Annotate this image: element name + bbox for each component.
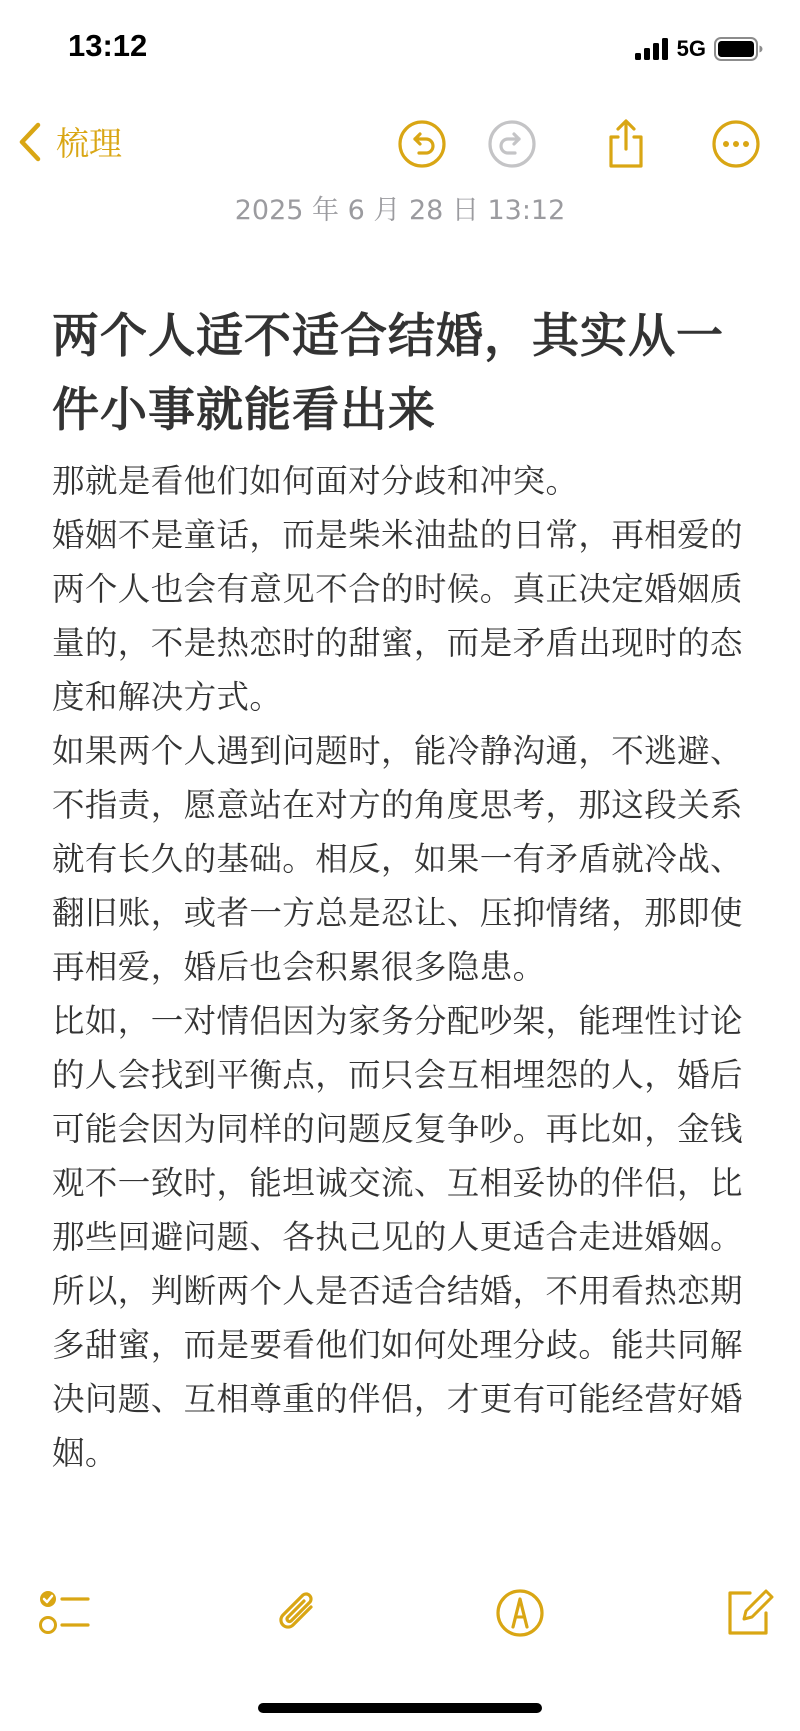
undo-icon[interactable] [396,118,448,170]
status-right [635,36,764,62]
redo-icon[interactable] [486,118,538,170]
share-icon[interactable] [600,118,652,170]
chevron-left-icon [18,122,42,162]
note-paragraph: 比如，一对情侣因为家务分配吵架，能理性讨论的人会找到平衡点，而只会互相埋怨的人，婚后可能会因为同样的问题反复争吵。再比如，金钱观不一致时，能坦诚交流、互相妥协的伴侣，比那些回避问题、各执己见的人更适合走进婚姻。 [52,1002,743,1256]
note-paragraph: 如果两个人遇到问题时，能冷静沟通，不逃避、不指责，愿意站在对方的角度思考，那这段关系就有长久的基础。相反，如果一有矛盾就冷战、翻旧账，或者一方总是忍让、压抑情绪，那即使再相爱，婚后也会积累很多隐患。 [52,732,743,986]
network-label: 5G [676,36,706,61]
paperclip-icon[interactable] [270,1585,326,1641]
note-body[interactable] [52,300,752,1480]
note-paragraph: 婚姻不是童话，而是柴米油盐的日常，再相爱的两个人也会有意见不合的时候。真正决定婚姻质量的，不是热恋时的甜蜜，而是矛盾出现时的态度和解决方式。 [52,516,743,716]
more-icon[interactable] [710,118,762,170]
note-title: 两个人适不适合结婚，其实从一件小事就能看出来 [52,309,724,438]
status-bar [0,0,800,100]
checklist-icon[interactable] [36,1585,92,1641]
note-paragraph: 所以，判断两个人是否适合结婚，不用看热恋期多甜蜜，而是要看他们如何处理分歧。能共同解决问题、互相尊重的伴侣，才更有可能经营好婚姻。 [52,1272,743,1472]
status-time: 13:12 [68,28,148,63]
note-date: 2025 年 6 月 28 日 13:12 [234,195,566,226]
signal-icon [635,38,669,60]
nav-bar [0,110,800,180]
compose-icon[interactable] [720,1585,776,1641]
back-label: 梳理 [56,124,122,163]
note-paragraph: 那就是看他们如何面对分歧和冲突。 [52,462,579,500]
battery-icon [714,37,764,61]
home-indicator [258,1703,542,1713]
bottom-toolbar [0,1585,800,1645]
back-button[interactable] [18,118,122,165]
markup-icon[interactable] [492,1585,548,1641]
